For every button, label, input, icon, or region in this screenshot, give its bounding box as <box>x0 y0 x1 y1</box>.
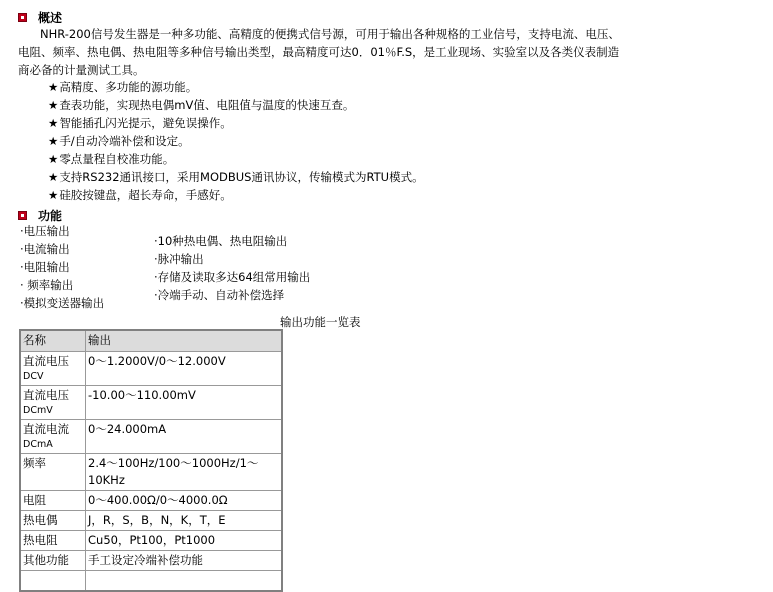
row-name-cell <box>20 511 86 531</box>
row-output-cell <box>86 571 283 592</box>
feature-item <box>48 186 424 204</box>
feature-text: 智能插孔闪光提示，避免误操作。 <box>59 116 232 130</box>
star-icon: ★ <box>48 80 59 94</box>
table-caption: 输出功能一览表 <box>280 315 361 329</box>
row-name-cell <box>20 571 86 592</box>
table-row <box>20 511 282 531</box>
feature-text: 零点量程自校准功能。 <box>59 152 175 166</box>
header-output: 输出 <box>86 330 283 352</box>
feature-text: 查表功能，实现热电偶mV值、电阻值与温度的快速互查。 <box>59 98 355 112</box>
function-item: · 频率输出 <box>20 278 74 292</box>
row-abbrev: DCV <box>23 371 44 382</box>
function-item: ·存储及读取多达64组常用输出 <box>154 270 311 284</box>
row-output-cell: 0～1.2000V/0～12.000V <box>86 352 283 386</box>
output-function-table <box>19 329 283 592</box>
overview-paragraph: NHR-200信号发生器是一种多功能、高精度的便携式信号源，可用于输出各种规格的工业信号，支持电流、电压、电阻、频率、热电偶、热电阻等多种信号输出类型，最高精度可达0．01％F.S，是工业现场、实验室以及各类仪表制造商必备的计量测试工具。 <box>18 27 620 77</box>
overview-heading <box>18 9 62 26</box>
star-icon: ★ <box>48 98 59 112</box>
table-row <box>20 571 282 592</box>
table-header-row <box>20 330 282 352</box>
row-name-cell <box>20 551 86 571</box>
table-row <box>20 491 282 511</box>
table-row <box>20 386 282 420</box>
function-item: ·电流输出 <box>20 242 70 256</box>
row-output-cell: Cu50，Pt100，Pt1000 <box>86 531 283 551</box>
functions-title: 功能 <box>38 209 63 223</box>
bullet-square-icon <box>18 13 27 22</box>
row-name-cell <box>20 531 86 551</box>
function-item: ·脉冲输出 <box>154 252 204 266</box>
function-item: ·模拟变送器输出 <box>20 296 105 310</box>
row-name: 热电偶 <box>23 513 58 527</box>
table-row <box>20 551 282 571</box>
star-icon: ★ <box>48 152 59 166</box>
star-icon: ★ <box>48 116 59 130</box>
row-name: 电阻 <box>23 493 46 507</box>
feature-item <box>48 150 424 168</box>
feature-list <box>48 78 424 204</box>
row-output-cell: 2.4～100Hz/100～1000Hz/1～10KHz <box>86 454 283 491</box>
function-item: ·电阻输出 <box>20 260 70 274</box>
table-row <box>20 531 282 551</box>
function-list-left <box>20 222 104 312</box>
row-output-cell: 0～24.000mA <box>86 420 283 454</box>
row-abbrev: DCmA <box>23 439 53 450</box>
feature-item <box>48 132 424 150</box>
table-row <box>20 454 282 491</box>
row-name-cell <box>20 420 86 454</box>
row-name: 直流电压 <box>23 388 69 402</box>
star-icon: ★ <box>48 134 59 148</box>
row-name: 直流电压 <box>23 354 69 368</box>
feature-text: 硅胶按键盘，超长寿命，手感好。 <box>59 188 232 202</box>
row-abbrev: DCmV <box>23 405 53 416</box>
table-row <box>20 420 282 454</box>
feature-item <box>48 114 424 132</box>
table-row <box>20 352 282 386</box>
function-item: ·冷端手动、自动补偿选择 <box>154 288 285 302</box>
row-output-cell: 0～400.00Ω/0～4000.0Ω <box>86 491 283 511</box>
row-name: 频率 <box>23 456 46 470</box>
star-icon: ★ <box>48 188 59 202</box>
row-output-cell: J，R，S，B，N，K，T，E <box>86 511 283 531</box>
row-output-cell: -10.00～110.00mV <box>86 386 283 420</box>
feature-text: 高精度、多功能的源功能。 <box>59 80 198 94</box>
row-name-cell <box>20 491 86 511</box>
star-icon: ★ <box>48 170 59 184</box>
function-item: ·10种热电偶、热电阻输出 <box>154 234 288 248</box>
row-name: 其他功能 <box>23 553 69 567</box>
feature-item <box>48 78 424 96</box>
row-name: 热电阻 <box>23 533 58 547</box>
function-list-right <box>154 232 310 304</box>
row-name-cell <box>20 352 86 386</box>
row-name-cell <box>20 386 86 420</box>
feature-item <box>48 168 424 186</box>
feature-item <box>48 96 424 114</box>
overview-intro <box>18 25 628 79</box>
feature-text: 手/自动冷端补偿和设定。 <box>59 134 190 148</box>
header-name: 名称 <box>20 330 86 352</box>
row-output-cell: 手工设定冷端补偿功能 <box>86 551 283 571</box>
overview-title: 概述 <box>38 11 63 25</box>
feature-text: 支持RS232通讯接口，采用MODBUS通讯协议，传输模式为RTU模式。 <box>59 170 424 184</box>
function-item: ·电压输出 <box>20 224 70 238</box>
bullet-square-icon <box>18 211 27 220</box>
row-name: 直流电流 <box>23 422 69 436</box>
row-name-cell <box>20 454 86 491</box>
